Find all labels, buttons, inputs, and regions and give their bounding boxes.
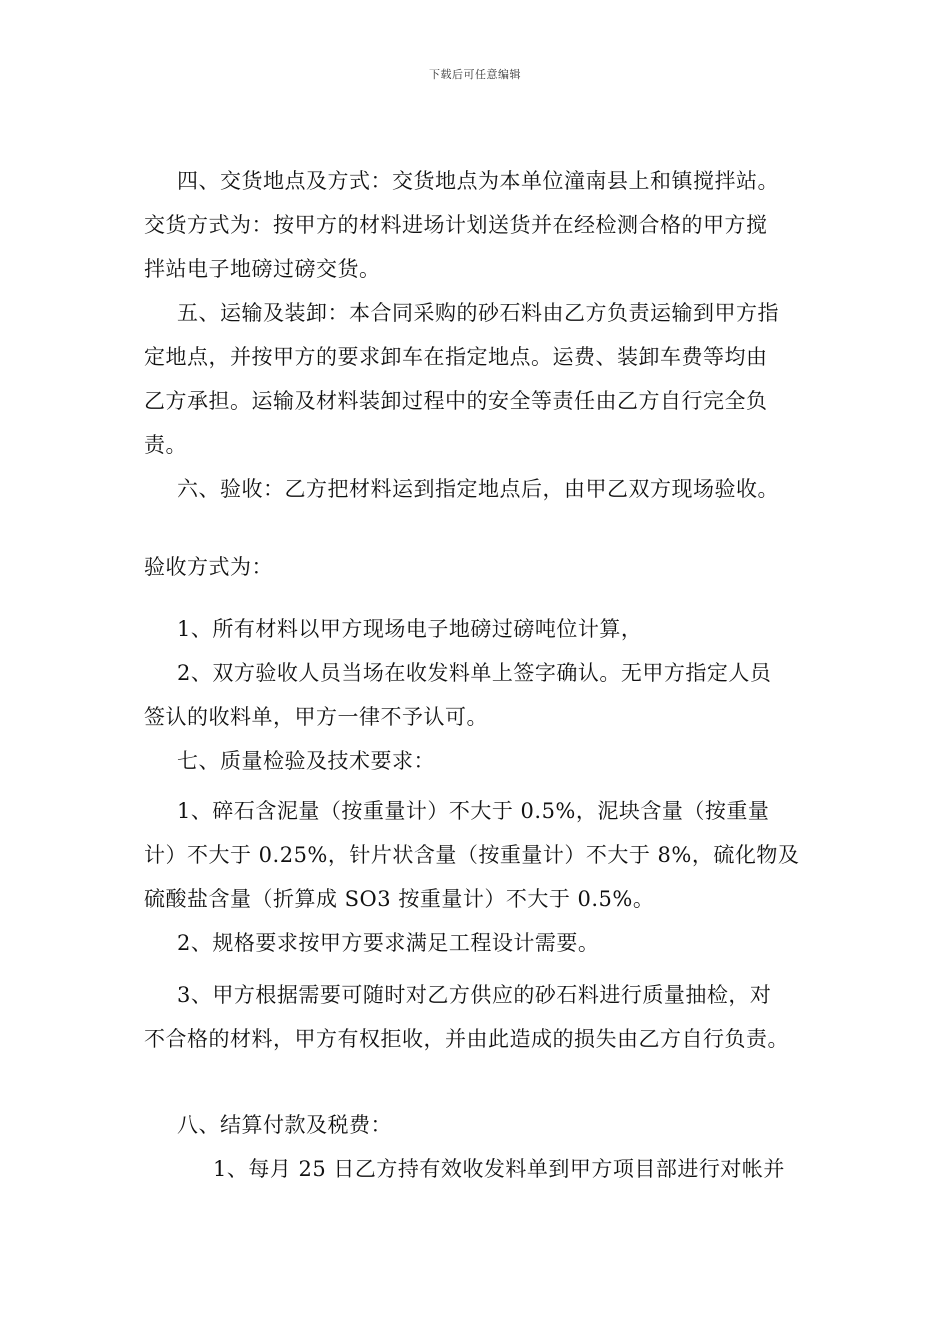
paragraph-line: 3、甲方根据需要可随时对乙方供应的砂石料进行质量抽检，对 bbox=[177, 983, 772, 1007]
paragraph-line: 交货方式为：按甲方的材料进场计划送货并在经检测合格的甲方搅 bbox=[144, 213, 768, 237]
paragraph-line: 1、所有材料以甲方现场电子地磅过磅吨位计算， bbox=[177, 617, 643, 641]
paragraph-line: 2、规格要求按甲方要求满足工程设计需要。 bbox=[177, 931, 600, 955]
paragraph-line: 不合格的材料，甲方有权拒收，并由此造成的损失由乙方自行负责。 bbox=[144, 1027, 789, 1051]
paragraph-line: 乙方承担。运输及材料装卸过程中的安全等责任由乙方自行完全负 bbox=[144, 389, 768, 413]
paragraph-line: 六、验收：乙方把材料运到指定地点后，由甲乙双方现场验收。 bbox=[177, 477, 779, 501]
paragraph-line: 2、双方验收人员当场在收发料单上签字确认。无甲方指定人员 bbox=[177, 661, 772, 685]
paragraph-line: 验收方式为： bbox=[144, 555, 273, 579]
section-heading-7: 七、质量检验及技术要求： bbox=[177, 749, 435, 773]
paragraph-line: 计）不大于 0.25%，针片状含量（按重量计）不大于 8%，硫化物及 bbox=[144, 843, 800, 867]
paragraph-line: 五、运输及装卸：本合同采购的砂石料由乙方负责运输到甲方指 bbox=[177, 301, 779, 325]
paragraph-line: 1、碎石含泥量（按重量计）不大于 0.5%，泥块含量（按重量 bbox=[177, 799, 770, 823]
paragraph-line: 责。 bbox=[144, 433, 187, 457]
paragraph-line: 签认的收料单，甲方一律不予认可。 bbox=[144, 705, 488, 729]
section-heading-8: 八、结算付款及税费： bbox=[177, 1113, 392, 1137]
page-header-note: 下载后可任意编辑 bbox=[429, 68, 521, 81]
paragraph-line: 硫酸盐含量（折算成 SO3 按重量计）不大于 0.5%。 bbox=[144, 887, 655, 911]
paragraph-line: 拌站电子地磅过磅交货。 bbox=[144, 257, 381, 281]
paragraph-line: 1、每月 25 日乙方持有效收发料单到甲方项目部进行对帐并 bbox=[213, 1157, 785, 1181]
paragraph-line: 定地点，并按甲方的要求卸车在指定地点。运费、装卸车费等均由 bbox=[144, 345, 768, 369]
paragraph-line: 四、交货地点及方式：交货地点为本单位潼南县上和镇搅拌站。 bbox=[177, 169, 779, 193]
